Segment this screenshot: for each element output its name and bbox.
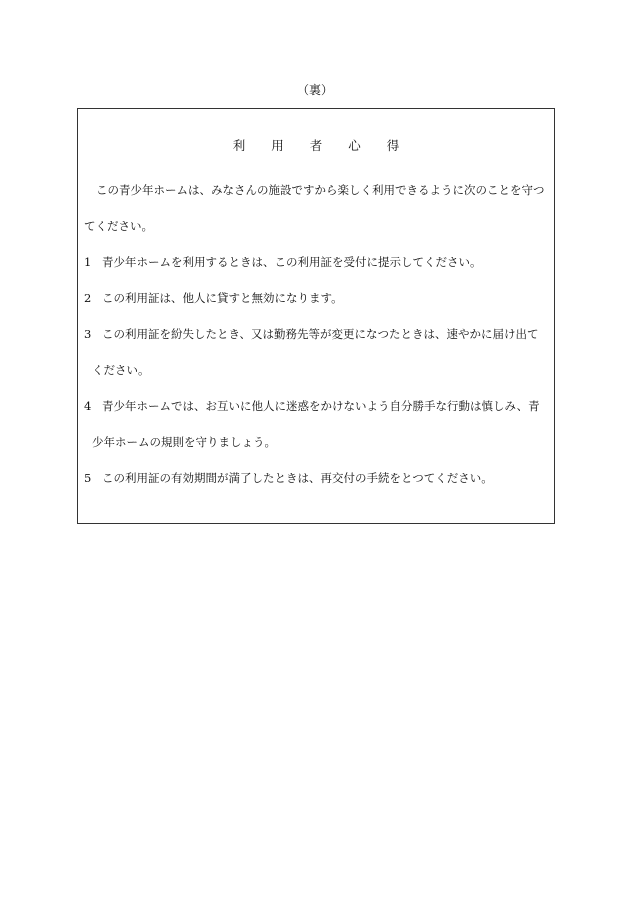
rule-item-3-continued: ください。 (92, 363, 150, 377)
rule-text: 青少年ホームでは、お互いに他人に迷惑をかけないよう自分勝手な行動は慎しみ、青 (102, 399, 540, 413)
page-side-label: （裏） (296, 83, 333, 97)
user-guidelines-card (77, 108, 555, 524)
rule-number: 2 (84, 291, 92, 305)
rule-text: この利用証を紛失したとき、又は勤務先等が変更になつたときは、速やかに届け出て (102, 327, 539, 341)
rule-item-5 (84, 470, 550, 487)
title-char: 利 (232, 138, 246, 153)
rule-text: この利用証は、他人に貸すと無効になります。 (102, 291, 343, 305)
guidelines-body (84, 182, 550, 506)
rule-text: 青少年ホームを利用するときは、この利用証を受付に提示してください。 (102, 255, 482, 269)
rule-item-4 (84, 398, 550, 415)
title-char: 得 (386, 138, 400, 153)
rule-text: この利用証の有効期間が満了したときは、再交付の手続をとつてください。 (102, 471, 493, 485)
rule-number: 1 (84, 255, 92, 269)
title-char: 者 (309, 138, 323, 153)
title-char: 心 (348, 138, 361, 153)
rule-item-3 (84, 326, 550, 343)
card-title (78, 137, 554, 155)
rule-item-1 (84, 254, 550, 271)
title-char: 用 (271, 138, 284, 153)
intro-line-1: この青少年ホームは、みなさんの施設ですから楽しく利用できるように次のことを守つ (96, 183, 545, 197)
rule-item-2 (84, 290, 550, 307)
rule-item-4-continued: 少年ホームの規則を守りましょう。 (92, 435, 276, 449)
intro-line-2: てください。 (84, 219, 153, 233)
rule-number: 3 (84, 327, 92, 341)
rule-number: 5 (84, 471, 92, 485)
rule-number: 4 (84, 399, 92, 413)
